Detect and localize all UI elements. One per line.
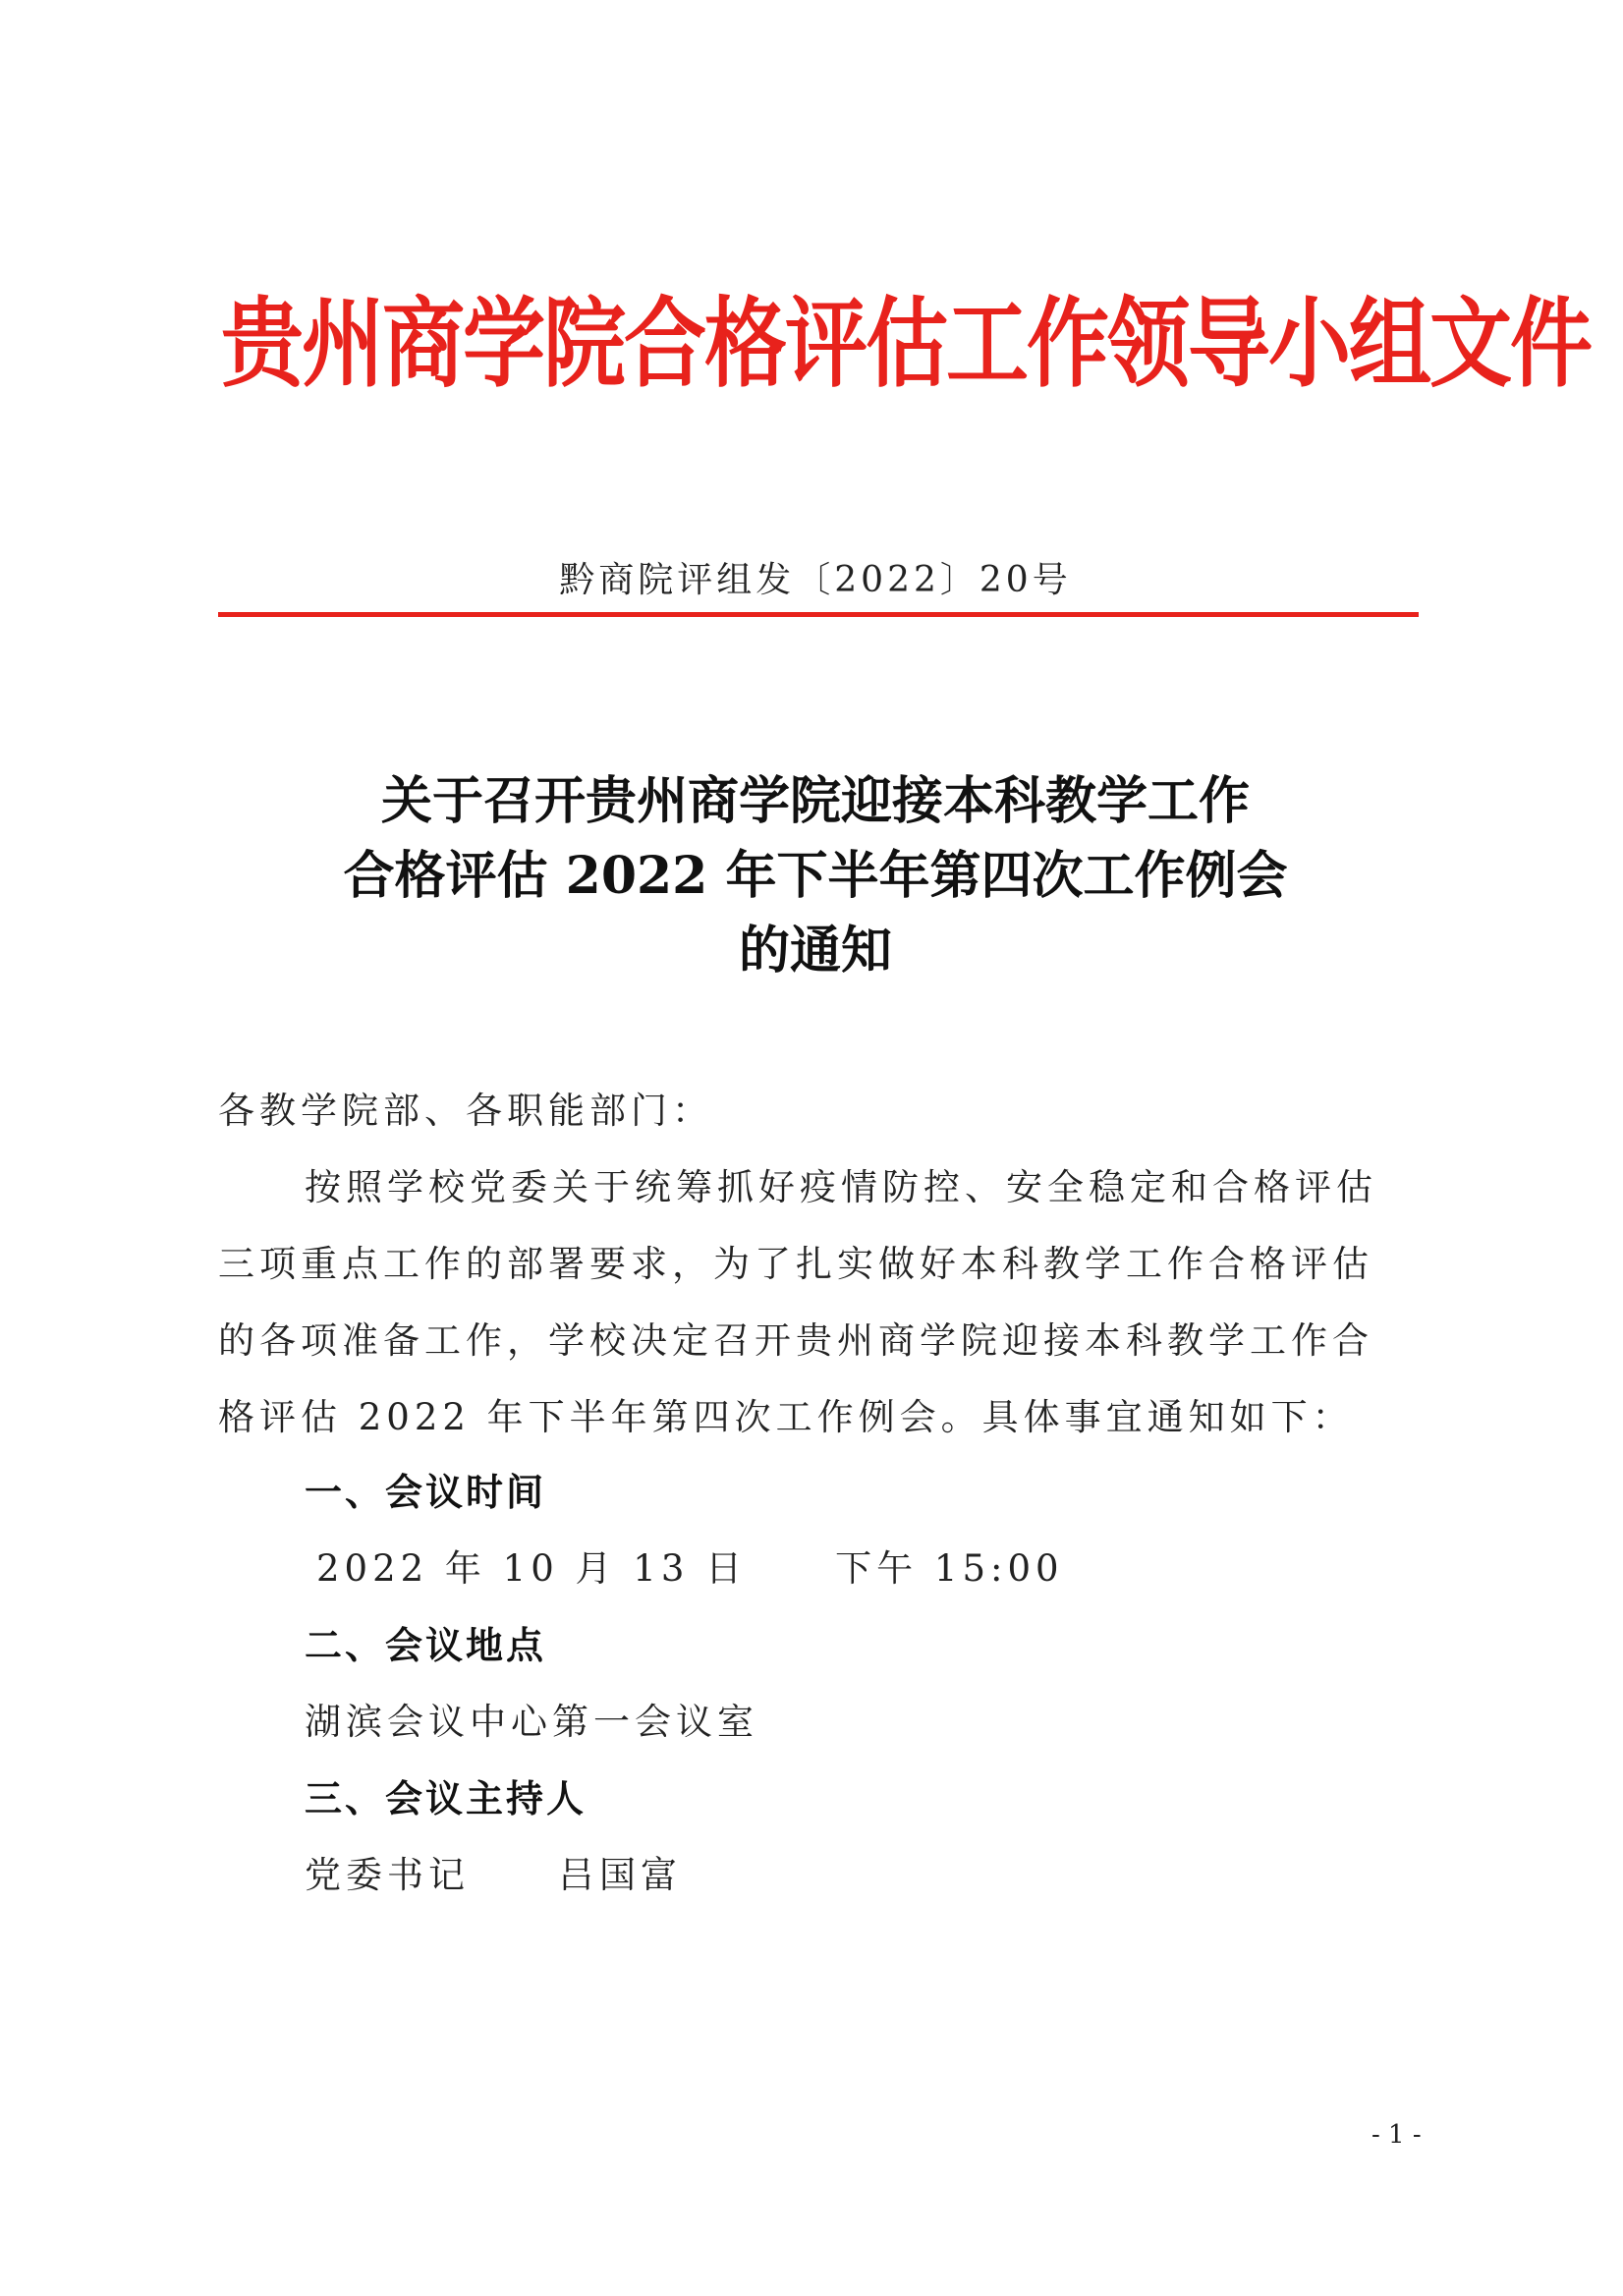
meeting-date: 2022 年 10 月 13 日 [316, 1547, 748, 1590]
host-title: 党委书记 [305, 1854, 470, 1896]
title-line-1: 关于召开贵州商学院迎接本科教学工作 [380, 771, 1250, 831]
title-line-3: 的通知 [738, 921, 892, 980]
page-number: - 1 - [1371, 2120, 1422, 2150]
host-name: 吕国富 [558, 1854, 682, 1896]
meeting-time [316, 1547, 1517, 1590]
meeting-hour: 下午 15:00 [835, 1547, 1064, 1590]
section-heading-location: 二、会议地点 [305, 1624, 547, 1667]
document-title [221, 764, 1410, 988]
salutation: 各教学院部、各职能部门： [218, 1090, 713, 1132]
document-number: 黔商院评组发〔2022〕20号 [559, 560, 1072, 600]
meeting-location: 湖滨会议中心第一会议室 [305, 1701, 758, 1743]
section-heading-time: 一、会议时间 [305, 1471, 547, 1514]
issuer-header: 贵州商学院合格评估工作领导小组文件 [221, 285, 1592, 401]
meeting-host [305, 1854, 1505, 1896]
title-line-2: 合格评估 2022 年下半年第四次工作例会 [343, 846, 1288, 906]
paragraph-line-4: 格评估 2022 年下半年第四次工作例会。具体事宜通知如下： [218, 1396, 1354, 1438]
red-divider-line [218, 612, 1419, 617]
paragraph-line-1: 按照学校党委关于统筹抓好疫情防控、安全稳定和合格评估 [305, 1166, 1377, 1208]
section-heading-host: 三、会议主持人 [305, 1777, 588, 1820]
paragraph-line-2: 三项重点工作的部署要求，为了扎实做好本科教学工作合格评估 [218, 1243, 1373, 1285]
paragraph-line-3: 的各项准备工作，学校决定召开贵州商学院迎接本科教学工作合 [218, 1319, 1373, 1362]
